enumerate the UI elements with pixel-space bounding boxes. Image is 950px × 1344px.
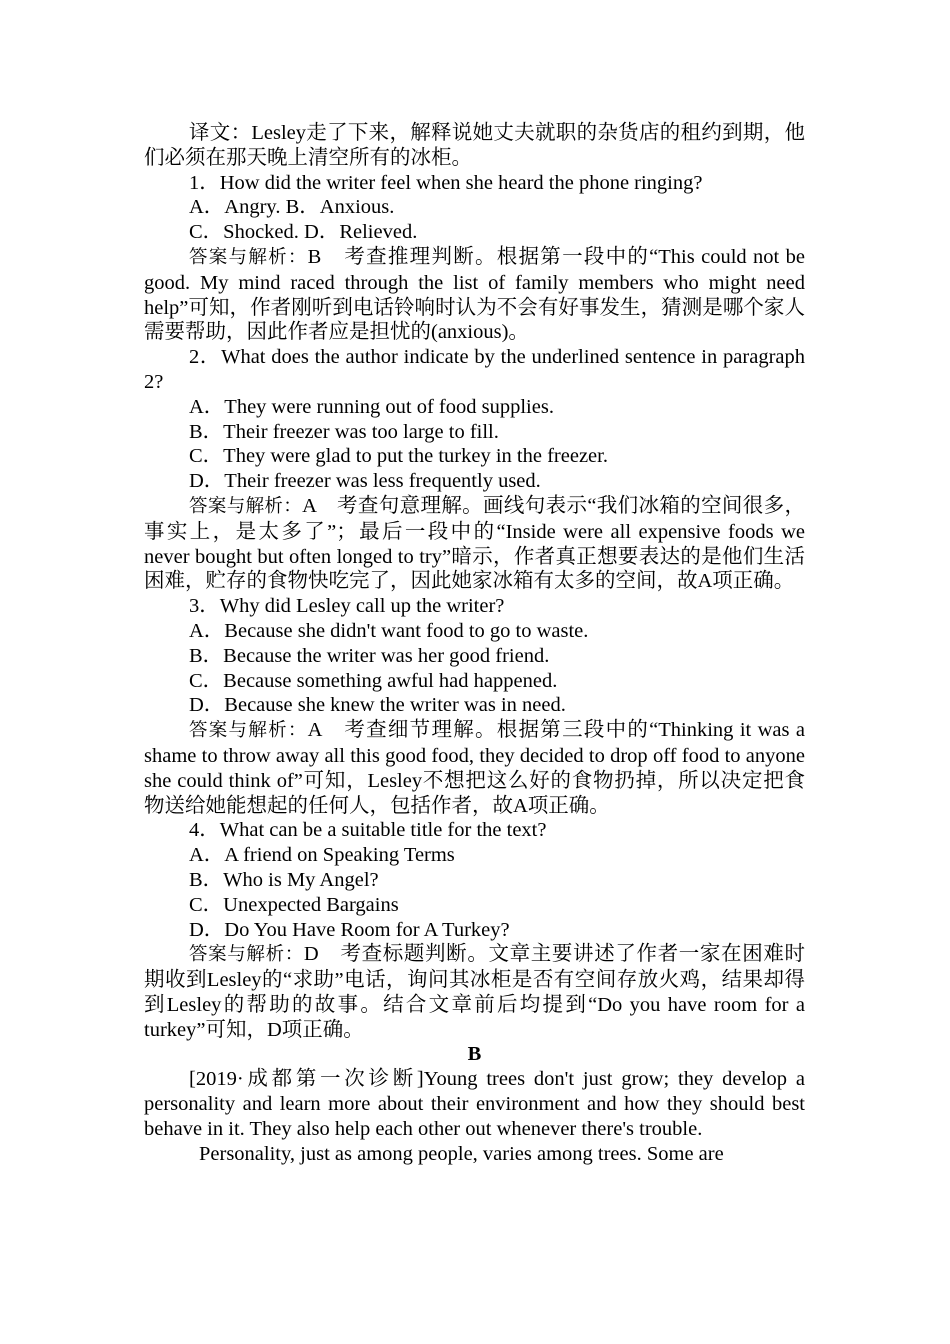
answer-explanation xyxy=(144,942,805,1042)
answer-label: 答案与解析： xyxy=(189,246,308,268)
option-line: A．Angry. B．Anxious. xyxy=(189,196,395,219)
document-body xyxy=(144,121,805,1166)
option-line: C．Shocked. D．Relieved. xyxy=(189,221,418,244)
answer-text: B 考查推理判断。根据第一段中的“This could not be good. My mind raced through the list of family members who might need help”可知，作者刚听到电话铃响时认为不会有好事发生，猜测是哪个家人需要帮助，因此作者应是担忧的(anxious)。 xyxy=(144,245,805,344)
passage-paragraph: [2019·成都第一次诊断]Young trees don't just grow; they develop a personality and learn more about their environment and how they should best behave in it. They also help each other out whenever there's trouble. xyxy=(144,1068,805,1140)
option-line: C．Because something awful had happened. xyxy=(189,669,558,692)
answer-explanation xyxy=(144,494,805,594)
translation-paragraph: 译文：Lesley走了下来，解释说她丈夫就职的杂货店的租约到期，他们必须在那天晚上清空所有的冰柜。 xyxy=(144,122,805,169)
option-line: B．Their freezer was too large to fill. xyxy=(189,420,499,443)
answer-explanation xyxy=(144,245,805,345)
option-line: C．They were glad to put the turkey in the freezer. xyxy=(189,445,608,468)
answer-explanation xyxy=(144,718,805,818)
option-line: D．Their freezer was less frequently used. xyxy=(189,470,541,493)
answer-text: A 考查细节理解。根据第三段中的“Thinking it was a shame to throw away all this good food, they decided to drop off food to anyone she could think of”可知，Lesley不想把这么好的食物扔掉，所以决定把食物送给她能想起的任何人，包括作者，故A项正确。 xyxy=(144,719,805,817)
option-line: C．Unexpected Bargains xyxy=(189,893,399,916)
question-stem: 1．How did the writer feel when she heard the phone ringing? xyxy=(189,171,703,194)
question-stem: 3．Why did Lesley call up the writer? xyxy=(189,595,505,618)
option-line: D．Because she knew the writer was in need. xyxy=(189,694,566,717)
answer-label: 答案与解析： xyxy=(189,720,308,742)
passage-paragraph: Personality, just as among people, varies among trees. Some are xyxy=(199,1142,724,1165)
option-line: B．Because the writer was her good friend. xyxy=(189,644,550,667)
option-line: A．They were running out of food supplies. xyxy=(189,395,554,418)
question-stem: 2．What does the author indicate by the underlined sentence in paragraph 2? xyxy=(144,346,805,393)
answer-text: D 考查标题判断。文章主要讲述了作者一家在困难时期收到Lesley的“求助”电话，询问其冰柜是否有空间存放火鸡，结果却得到Lesley的帮助的故事。结合文章前后均提到“Do you have room for a turkey”可知，D项正确。 xyxy=(144,943,805,1041)
option-line: D．Do You Have Room for A Turkey? xyxy=(189,918,510,941)
answer-text: A 考查句意理解。画线句表示“我们冰箱的空间很多，事实上，是太多了”；最后一段中的“Inside were all expensive foods we never bought but often longed to try”暗示，作者真正想要表达的是他们生活困难，贮存的食物快吃完了，因此她家冰箱有太多的空间，故A项正确。 xyxy=(144,494,805,593)
answer-label: 答案与解析： xyxy=(189,495,303,517)
answer-label: 答案与解析： xyxy=(189,944,304,966)
option-line: A．Because she didn't want food to go to waste. xyxy=(189,619,589,642)
question-stem: 4．What can be a suitable title for the text? xyxy=(189,819,547,842)
section-heading: B xyxy=(467,1043,482,1066)
option-line: B．Who is My Angel? xyxy=(189,868,379,891)
option-line: A．A friend on Speaking Terms xyxy=(189,844,455,867)
